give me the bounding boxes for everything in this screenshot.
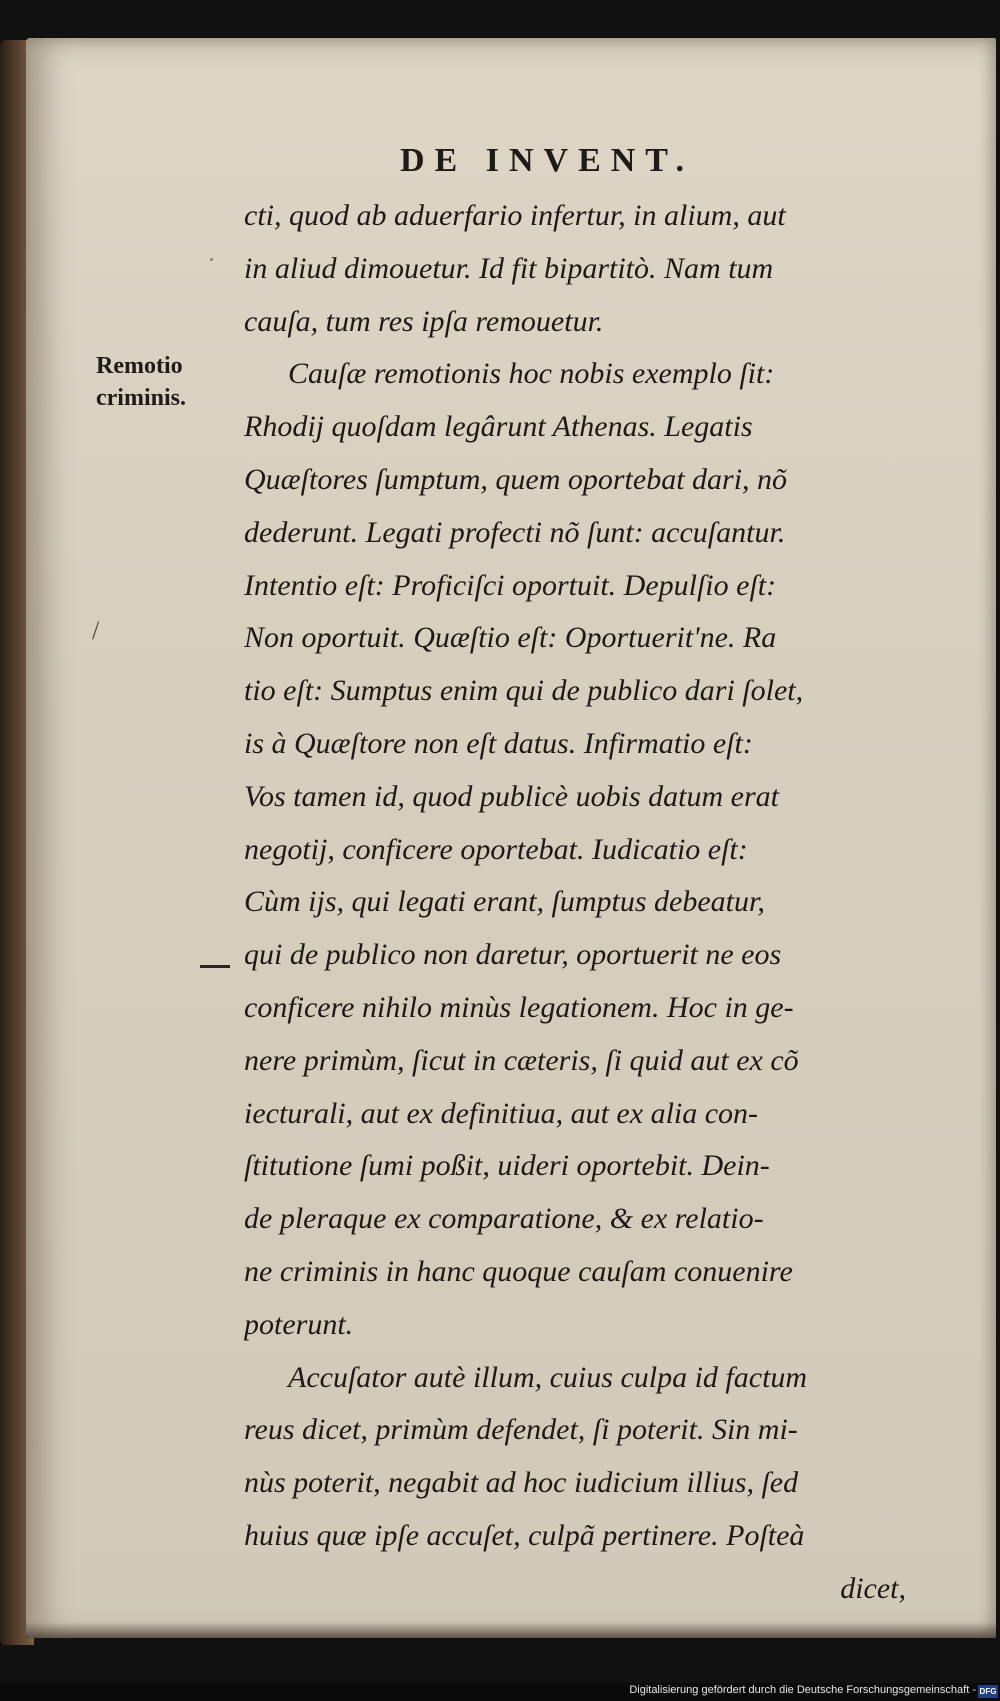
margin-dash-mark (200, 965, 230, 968)
marginal-note-line: Remotio (96, 353, 183, 379)
text-line: Cùm ijs, qui legati erant, ſumptus debeatur, (244, 885, 765, 919)
text-line: Intentio eſt: Proficiſci oportuit. Depulſio eſt: (244, 568, 777, 602)
digitization-credit: Digitalisierung gefördert durch die Deutsche Forschungsgemeinschaft - (629, 1684, 976, 1696)
text-line: cti, quod ab aduerfario infertur, in alium, aut (244, 199, 786, 232)
text-line: ſtitutione ſumi poßit, uideri oportebit. Dein- (244, 1149, 770, 1183)
text-line: qui de publico non daretur, oportuerit ne eos (244, 938, 782, 972)
text-line: Cauſæ remotionis hoc nobis exemplo ſit: (288, 357, 775, 391)
text-line: iecturali, aut ex definitiua, aut ex alia con- (244, 1096, 759, 1130)
text-line: nùs poterit, negabit ad hoc iudicium illius, ſed (244, 1466, 799, 1500)
text-line: huius quæ ipſe accuſet, culpã pertinere. Poſteà (244, 1518, 805, 1552)
text-line: dederunt. Legati profecti nõ ſunt: accuſantur. (244, 515, 786, 549)
text-line: Vos tamen id, quod publicè uobis datum erat (244, 779, 779, 813)
text-line: Quæſtores ſumptum, quem oportebat dari, nõ (244, 462, 788, 496)
text-line: in aliud dimouetur. Id fit bipartitò. Nam tum (244, 251, 774, 285)
text-line: nere primùm, ſicut in cæteris, ſi quid aut ex cõ (244, 1043, 799, 1077)
text-line: de pleraque ex comparatione, & ex relatio- (244, 1202, 764, 1236)
text-line: reus dicet, primùm defendet, ſi poterit. Sin mi- (244, 1413, 798, 1447)
body-text (244, 190, 924, 1616)
dfg-logo: DFG (979, 1687, 997, 1696)
page-bottom-shadow (26, 1622, 996, 1638)
text-line: dicet, (840, 1571, 906, 1605)
text-line: ne criminis in hanc quoque cauſam conuenire (244, 1254, 793, 1288)
text-line: cauſa, tum res ipſa remouetur. (244, 304, 604, 338)
text-line: Non oportuit. Quæſtio eſt: Oportuerit'ne. Ra (244, 621, 777, 655)
marginal-note (96, 350, 186, 414)
text-line: Rhodij quoſdam legârunt Athenas. Legatis (244, 410, 753, 444)
text-line: Accuſator autè illum, cuius culpa id factum (288, 1360, 808, 1394)
text-line: poterunt. (244, 1307, 354, 1341)
marginal-note-line: criminis. (96, 385, 186, 411)
margin-slash-mark: / (92, 616, 100, 645)
running-head: DE INVENT. (400, 142, 694, 179)
text-line: tio eſt: Sumptus enim qui de publico dari ſolet, (244, 674, 804, 708)
ink-speck (210, 258, 213, 261)
text-line: negotij, conficere oportebat. Iudicatio eſt: (244, 832, 748, 866)
text-line: is à Quæſtore non eſt datus. Infirmatio eſt: (244, 726, 753, 760)
text-line: conficere nihilo minùs legationem. Hoc in ge- (244, 990, 794, 1024)
